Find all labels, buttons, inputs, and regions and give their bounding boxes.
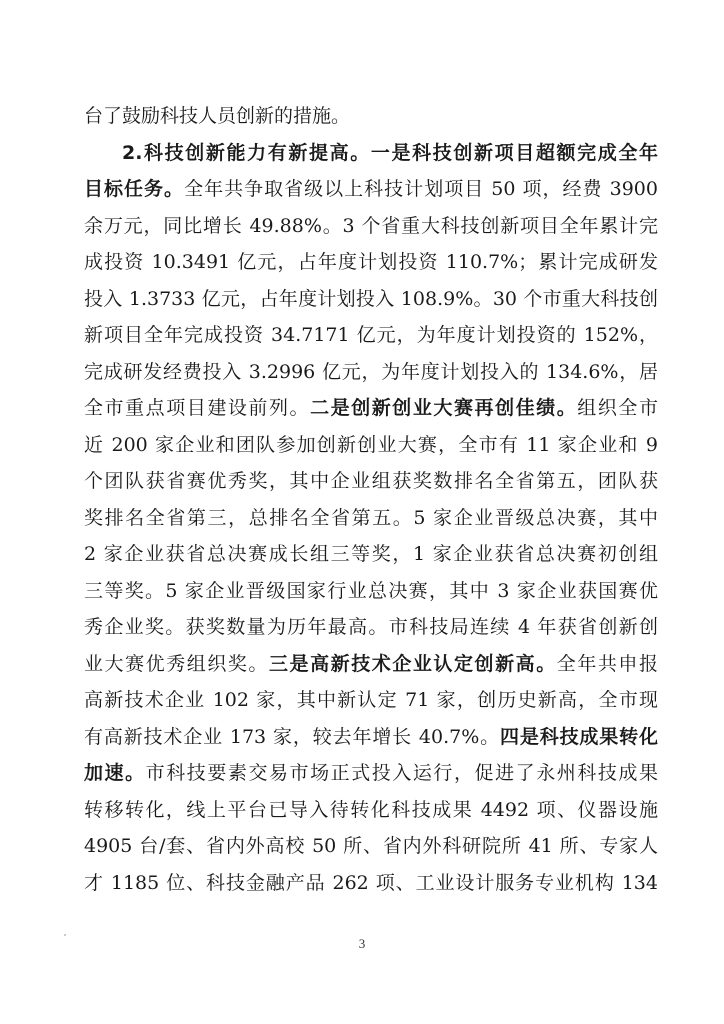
body-text-segment: 有高新技术企业 173 家，较去年增长 40.7%。 xyxy=(84,725,500,748)
text-line xyxy=(84,317,658,354)
text-line xyxy=(84,135,658,172)
body-text-segment: 成投资 10.3491 亿元，占年度计划投资 110.7%；累计完成研发 xyxy=(84,251,658,273)
body-text-segment: 高新技术企业 102 家，其中新认定 71 家，创历史新高，全市现 xyxy=(84,689,658,711)
text-line xyxy=(84,792,658,829)
body-text-segment: 组织全市 xyxy=(577,397,658,419)
bold-heading-text: 二是创新创业大赛再创佳绩。 xyxy=(310,397,578,419)
bold-heading-text: 目标任务。 xyxy=(84,178,185,200)
text-line xyxy=(84,755,658,792)
body-text-segment: 新项目全年完成投资 34.7171 亿元，为年度计划投资的 152%， xyxy=(84,324,658,346)
text-line xyxy=(84,536,658,573)
body-text-segment: 业大赛优秀组织奖。 xyxy=(84,652,269,675)
body-text-segment: 台了鼓励科技人员创新的措施。 xyxy=(84,105,351,127)
body-text-segment: 市科技要素交易市场正式投入运行，促进了永州科技成果 xyxy=(145,762,658,784)
scan-speck xyxy=(64,934,66,936)
text-line xyxy=(84,682,658,719)
bold-heading-text: 加速。 xyxy=(84,762,146,784)
text-line xyxy=(84,646,658,683)
text-line xyxy=(84,208,658,245)
body-text-segment: 完成研发经费投入 3.2996 亿元，为年度计划投入的 134.6%，居 xyxy=(84,360,658,383)
body-text-segment: 近 200 家企业和团队参加创新创业大赛，全市有 11 家企业和 9 xyxy=(84,433,658,456)
body-text-segment: 秀企业奖。获奖数量为历年最高。市科技局连续 4 年获省创新创 xyxy=(84,616,658,638)
text-line xyxy=(84,390,658,427)
bold-heading-text: 三是高新技术企业认定创新高。 xyxy=(269,652,557,675)
bold-heading-text: 四是科技成果转化 xyxy=(500,725,658,748)
text-line xyxy=(84,609,658,646)
text-line xyxy=(84,500,658,537)
body-text-segment: 奖排名全省第三，总排名全省第五。5 家企业晋级总决赛，其中 xyxy=(84,506,658,529)
text-line xyxy=(84,463,658,500)
text-line xyxy=(84,828,658,865)
body-text-segment: 全年共申报 xyxy=(556,652,658,675)
bold-heading-text: 一是科技创新项目超额完成全年 xyxy=(370,141,658,164)
body-text xyxy=(84,98,658,901)
body-text-segment: 投入 1.3733 亿元，占年度计划投入 108.9%。30 个市重大科技创 xyxy=(84,287,658,310)
text-line xyxy=(84,427,658,464)
body-text-segment: 才 1185 位、科技金融产品 262 项、工业设计服务专业机构 134 xyxy=(84,871,658,894)
text-line xyxy=(84,719,658,756)
body-text-segment: 个团队获省赛优秀奖，其中企业组获奖数排名全省第五，团队获 xyxy=(84,470,658,492)
text-line xyxy=(84,281,658,318)
body-text-segment: 全市重点项目建设前列。 xyxy=(84,397,311,419)
body-text-segment: 2 家企业获省总决赛成长组三等奖，1 家企业获省总决赛初创组 xyxy=(84,543,658,565)
bold-heading-text: 2.科技创新能力有新提高。 xyxy=(122,141,371,164)
text-line xyxy=(84,244,658,281)
text-line xyxy=(84,354,658,391)
page-number: 3 xyxy=(358,936,366,951)
body-text-segment: 4905 台/套、省内外高校 50 所、省内外科研院所 41 所、专家人 xyxy=(84,835,658,857)
body-text-segment: 余万元，同比增长 49.88%。3 个省重大科技创新项目全年累计完 xyxy=(84,214,658,237)
text-line xyxy=(84,865,658,902)
body-text-segment: 三等奖。5 家企业晋级国家行业总决赛，其中 3 家企业获国赛优 xyxy=(84,579,658,602)
text-line xyxy=(84,171,658,208)
body-text-segment: 全年共争取省级以上科技计划项目 50 项，经费 3900 xyxy=(184,178,658,200)
body-text-segment: 转移转化，线上平台已导入待转化科技成果 4492 项、仪器设施 xyxy=(84,798,658,821)
text-line xyxy=(84,573,658,610)
text-line xyxy=(84,98,658,135)
